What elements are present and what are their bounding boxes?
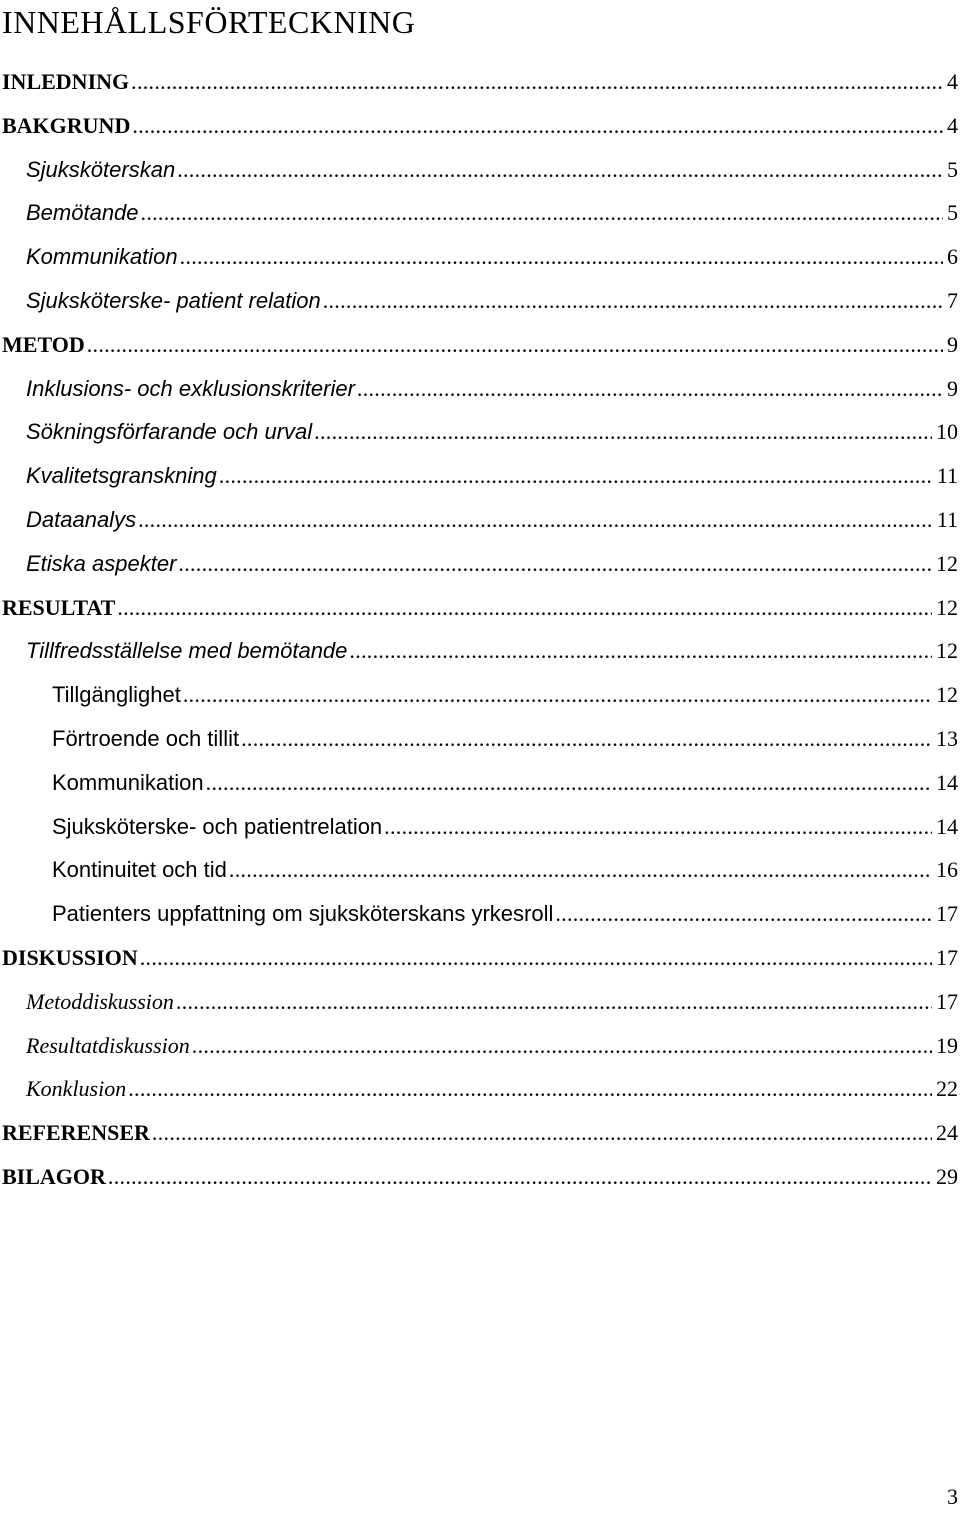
- dot-leader: [314, 417, 932, 447]
- toc-entry-title: Inklusions- och exklusionskriterier: [26, 375, 355, 401]
- toc-entry-title: Dataanalys: [26, 507, 137, 532]
- toc-entry-title: BILAGOR: [2, 1164, 106, 1189]
- toc-entry-title: Resultatdiskussion: [26, 1032, 190, 1058]
- toc-entry[interactable]: [0, 980, 960, 1024]
- toc-entry-title: REFERENSER: [2, 1120, 150, 1146]
- toc-entry-title: Kommunikation: [26, 244, 178, 270]
- toc-entry-page: 7: [947, 288, 958, 313]
- toc-entry-title: Sjuksköterske- patient relation: [26, 288, 321, 313]
- toc-entry[interactable]: [0, 410, 960, 454]
- dot-leader: [132, 111, 943, 141]
- toc-entry[interactable]: [0, 586, 960, 630]
- toc-entry[interactable]: [0, 1111, 960, 1155]
- toc-entry-page: 4: [947, 112, 958, 138]
- toc-entry[interactable]: [0, 279, 960, 323]
- toc-entry-title: Sjuksköterske- och patientrelation: [52, 813, 383, 839]
- toc-entry[interactable]: [0, 1067, 960, 1111]
- toc-entry[interactable]: [0, 761, 960, 805]
- dot-leader: [323, 286, 943, 316]
- toc-entry-title: Etiska aspekter: [26, 550, 177, 576]
- toc-entry-page: 14: [936, 813, 958, 839]
- toc-entry-page: 9: [947, 375, 958, 401]
- toc-entry-page: 16: [936, 857, 958, 883]
- toc-entry[interactable]: [0, 892, 960, 936]
- toc-entry[interactable]: [0, 1024, 960, 1068]
- toc-entry[interactable]: [0, 104, 960, 148]
- dot-leader: [206, 768, 932, 798]
- dot-leader: [141, 198, 943, 228]
- toc-entry-page: 6: [947, 244, 958, 270]
- toc-entry-title: BAKGRUND: [2, 112, 131, 138]
- toc-entry[interactable]: [0, 191, 960, 235]
- toc-entry[interactable]: [0, 498, 960, 542]
- dot-leader: [349, 636, 932, 666]
- toc-entry-page: 29: [936, 1164, 958, 1189]
- toc-entry-title: Förtroende och tillit: [52, 726, 240, 751]
- toc-entry-title: Tillgänglighet: [52, 682, 181, 708]
- page-number: 3: [947, 1484, 958, 1509]
- toc-entry[interactable]: [0, 542, 960, 586]
- toc-entry-page: 11: [936, 463, 958, 489]
- dot-leader: [128, 1074, 932, 1104]
- dot-leader: [180, 242, 943, 272]
- toc-entry-title: Tillfredsställelse med bemötande: [26, 638, 348, 664]
- toc-entry[interactable]: [0, 235, 960, 279]
- dot-leader: [140, 943, 932, 973]
- toc-entry-title: DISKUSSION: [2, 945, 138, 970]
- dot-leader: [183, 680, 932, 710]
- toc-entry-title: INLEDNING: [2, 69, 130, 94]
- dot-leader: [131, 67, 943, 97]
- toc-entry-page: 13: [936, 726, 958, 751]
- toc-entry[interactable]: [0, 367, 960, 411]
- dot-leader: [219, 461, 933, 491]
- toc-entry-page: 5: [947, 156, 958, 182]
- toc-entry-title: Patienters uppfattning om sjuksköterskans yrkesroll: [52, 901, 554, 927]
- toc-entry-title: Konklusion: [26, 1076, 127, 1102]
- toc-entry[interactable]: [0, 323, 960, 367]
- toc-entry-title: Metoddiskussion: [26, 988, 174, 1014]
- toc-entry-title: Bemötande: [26, 200, 139, 226]
- dot-leader: [117, 593, 932, 623]
- page-title: INNEHÅLLSFÖRTECKNING: [2, 4, 416, 40]
- toc-entry-page: 12: [936, 550, 958, 576]
- dot-leader: [108, 1162, 932, 1192]
- toc-entry-title: Sjuksköterskan: [26, 156, 176, 182]
- dot-leader: [384, 812, 932, 842]
- toc-entry[interactable]: [0, 148, 960, 192]
- toc-entry-page: 12: [936, 638, 958, 664]
- dot-leader: [229, 855, 932, 885]
- toc-entry[interactable]: [0, 673, 960, 717]
- toc-entry[interactable]: [0, 1155, 960, 1199]
- toc-entry-page: 4: [947, 69, 958, 94]
- dot-leader: [192, 1031, 932, 1061]
- toc-entry[interactable]: [0, 60, 960, 104]
- toc-entry-page: 11: [936, 507, 958, 532]
- toc-entry-title: METOD: [2, 331, 85, 357]
- toc-entry-title: Kommunikation: [52, 769, 204, 795]
- dot-leader: [357, 374, 943, 404]
- toc-entry-page: 14: [936, 769, 958, 795]
- toc-entry-page: 5: [947, 200, 958, 226]
- toc-entry-page: 12: [936, 682, 958, 708]
- toc-entry[interactable]: [0, 629, 960, 673]
- toc-entry-page: 17: [936, 988, 958, 1014]
- toc-entry[interactable]: [0, 717, 960, 761]
- dot-leader: [138, 505, 933, 535]
- toc-entry-page: 10: [936, 419, 958, 445]
- dot-leader: [152, 1118, 932, 1148]
- dot-leader: [177, 155, 943, 185]
- toc-entry-page: 19: [936, 1032, 958, 1058]
- dot-leader: [178, 549, 932, 579]
- toc-entry[interactable]: [0, 454, 960, 498]
- dot-leader: [555, 899, 932, 929]
- toc-entry[interactable]: [0, 848, 960, 892]
- dot-leader: [176, 987, 932, 1017]
- toc-entry-title: Kvalitetsgranskning: [26, 463, 217, 489]
- toc-entry[interactable]: [0, 805, 960, 849]
- dot-leader: [241, 724, 932, 754]
- toc-entry-page: 17: [936, 901, 958, 927]
- toc-entry-page: 12: [936, 594, 958, 620]
- toc-entry-title: Sökningsförfarande och urval: [26, 419, 313, 445]
- toc-entry-title: Kontinuitet och tid: [52, 857, 227, 883]
- toc-entry[interactable]: [0, 936, 960, 980]
- toc-entry-page: 17: [936, 945, 958, 970]
- toc-entry-page: 24: [936, 1120, 958, 1146]
- toc-entry-title: RESULTAT: [2, 594, 116, 620]
- toc-entry-page: 9: [947, 331, 958, 357]
- dot-leader: [87, 330, 943, 360]
- toc-entry-page: 22: [936, 1076, 958, 1102]
